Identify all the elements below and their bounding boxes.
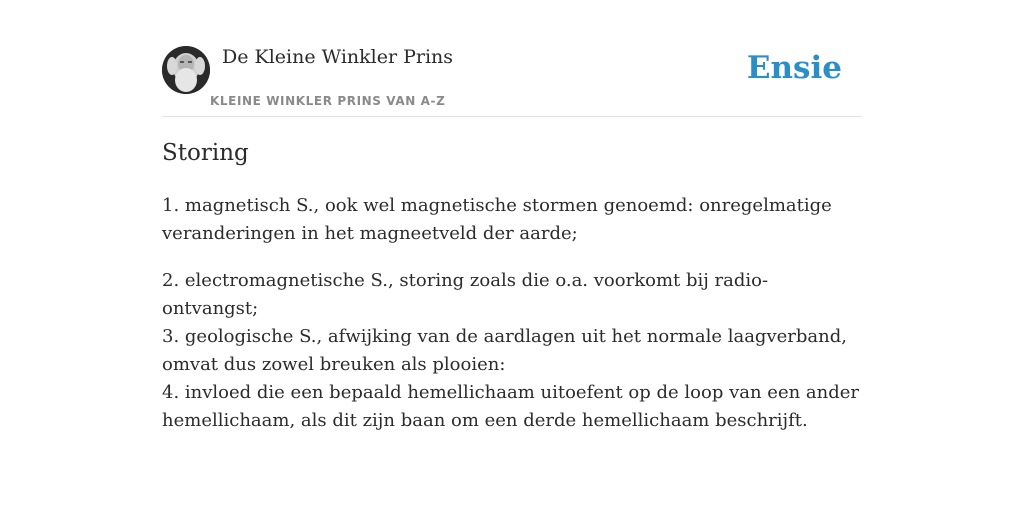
- entry-paragraph: [162, 267, 862, 435]
- entry-paragraph: 1. magnetisch S., ook wel magnetische stormen genoemd: onregelmatige veranderingen in het magneetveld der aarde;: [162, 195, 832, 244]
- entry-title: Storing: [162, 140, 249, 166]
- author-avatar[interactable]: [162, 46, 210, 94]
- brand-logo-link[interactable]: Ensie: [746, 50, 842, 86]
- page-header: [162, 0, 862, 117]
- entry-line: 3. geologische S., afwijking van de aardlagen uit het normale laagverband, omvat dus zowel breuken als plooien:: [162, 326, 847, 375]
- page-container: [162, 0, 862, 431]
- entry-line: 2. electromagnetische S., storing zoals die o.a. voorkomt bij radio-ontvangst;: [162, 270, 769, 319]
- entry-body: [162, 192, 862, 454]
- book-subtitle[interactable]: KLEINE WINKLER PRINS VAN A-Z: [210, 94, 446, 108]
- book-title[interactable]: De Kleine Winkler Prins: [222, 46, 454, 68]
- entry-line: 4. invloed die een bepaald hemellichaam uitoefent op de loop van een ander hemellichaam, als dit zijn baan om een derde hemellichaam beschrijft.: [162, 382, 860, 431]
- author-portrait-icon: [162, 46, 210, 94]
